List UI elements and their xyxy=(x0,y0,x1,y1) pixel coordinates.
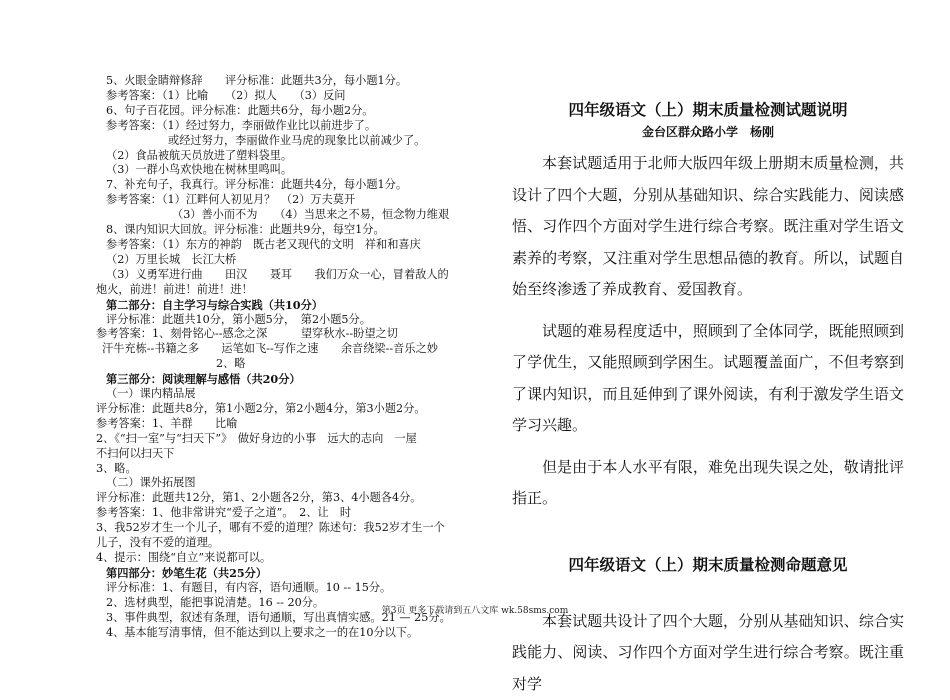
answer-line: 6、句子百花园。评分标准：此题共6分，每小题2分。 xyxy=(106,104,476,119)
answer-line: （3）一群小鸟欢快地在树林里鸣叫。 xyxy=(106,163,476,178)
answer-line: 或经过努力，李丽做作业马虎的现象比以前减少了。 xyxy=(106,134,476,149)
paragraph: 本套试题共设计了四个大题，分别从基础知识、综合实践能力、阅读、习作四个方面对学生进行综合考察。既注重对学 xyxy=(512,606,904,700)
author-line: 金台区群众路小学 杨刚 xyxy=(512,124,904,140)
section-heading: 第二部分：自主学习与综合实践（共10分） xyxy=(106,298,476,313)
answer-line: 4、基本能写清事情，但不能达到以上要求之一的在10分以下。 xyxy=(106,626,476,641)
section-heading: 第三部分：阅读理解与感悟（共20分） xyxy=(106,372,476,387)
answer-line: 炮火，前进！前进！前进！进！ xyxy=(96,283,476,298)
answer-line: 不扫何以扫天下 xyxy=(96,447,476,462)
page-footer: 第3页 更多下载请到五八文库 wk.58sms.com xyxy=(0,603,950,616)
proposition-paragraphs xyxy=(512,606,904,700)
answer-key-column xyxy=(106,74,476,640)
answer-line: （3）义勇军进行曲 田汉 聂耳 我们万众一心，冒着敌人的 xyxy=(106,268,476,283)
answer-line: （二）课外拓展图 xyxy=(106,476,476,491)
answer-line: 参考答案：1、刻骨铭心--感念之深 望穿秋水--盼望之切 xyxy=(96,327,476,342)
answer-line: 3、我52岁才生一个儿子，哪有不爱的道理？陈述句：我52岁才生一个 xyxy=(96,521,476,536)
answer-line: 参考答案：（1）江畔何人初见月？ （2）万夫莫开 xyxy=(106,193,476,208)
answer-line: 评分标准：此题共12分，第1、2小题各2分，第3、4小题各4分。 xyxy=(96,491,476,506)
answer-line: （2）食品被航天员放进了塑料袋里。 xyxy=(106,149,476,164)
answer-line: 5、火眼金睛辩修辞 评分标准：此题共3分，每小题1分。 xyxy=(106,74,476,89)
answer-line: 参考答案：（1）经过努力，李丽做作业比以前进步了。 xyxy=(106,119,476,134)
answer-line: 参考答案：（1）东方的神韵 既古老又现代的文明 祥和和喜庆 xyxy=(106,238,476,253)
answer-line: 儿子，没有不爱的道理。 xyxy=(96,536,476,551)
answer-line: 评分标准：此题共8分，第1小题2分，第2小题4分，第3小题2分。 xyxy=(96,402,476,417)
answer-line: 2、《“扫一室”与“扫天下”》 做好身边的小事 远大的志向 一屋 xyxy=(96,432,476,447)
description-title: 四年级语文（上）期末质量检测试题说明 xyxy=(512,100,904,120)
description-paragraphs xyxy=(512,148,904,515)
paragraph: 但是由于本人水平有限，难免出现失误之处，敬请批评指正。 xyxy=(512,452,904,515)
answer-line: 8、课内知识大回放。评分标准：此题共9分，每空1分。 xyxy=(106,223,476,238)
answer-line: 评分标准：1、有题目，有内容，语句通顺。10 -- 15分。 xyxy=(106,581,476,596)
answer-line: 参考答案：1、他非常讲究“爱子之道”。 2、让 时 xyxy=(96,506,476,521)
proposition-title: 四年级语文（上）期末质量检测命题意见 xyxy=(512,555,904,575)
answer-line: 2、选材典型，能把事说清楚。16 -- 20分。 xyxy=(106,596,476,611)
paragraph: 试题的难易程度适中，照顾到了全体同学，既能照顾到了学优生，又能照顾到学困生。试题覆盖面广，不但考察到了课内知识，而且延伸到了课外阅读，有利于激发学生语文学习兴趣。 xyxy=(512,316,904,442)
paragraph: 本套试题适用于北师大版四年级上册期末质量检测，共设计了四个大题，分别从基础知识、综合实践能力、阅读感悟、习作四个方面对学生进行综合考察。既注重对学生语文素养的考察，又注重对学生思想品德的教育。所以，试题自始至终渗透了养成教育、爱国教育。 xyxy=(512,148,904,306)
answer-line: （3）善小而不为 （4）当思来之不易，恒念物力维艰 xyxy=(106,208,476,223)
answer-line: 参考答案：（1）比喻 （2）拟人 （3）反问 xyxy=(106,89,476,104)
answer-line: 4、提示：围绕“自立”来说都可以。 xyxy=(96,551,476,566)
answer-line: 3、略。 xyxy=(96,462,476,477)
answer-line: 汗牛充栋--书籍之多 运笔如飞--写作之速 余音绕梁--音乐之妙 xyxy=(102,342,476,357)
section-heading: 第四部分：妙笔生花（共25分） xyxy=(106,566,476,581)
answer-line: （2）万里长城 长江大桥 xyxy=(106,253,476,268)
answer-line: 评分标准：此题共10分，第小题5分， 第2小题5分。 xyxy=(106,313,476,328)
answer-line: 参考答案：1、羊群 比喻 xyxy=(96,417,476,432)
answer-line: 2、略 xyxy=(106,357,476,372)
answer-line: 3、事件典型，叙述有条理，语句通顺，写出真情实感。21 — 25分。 xyxy=(106,611,476,626)
answer-line: 7、补充句子，我真行。评分标准：此题共4分，每小题1分。 xyxy=(106,178,476,193)
answer-line: （一）课内精品展 xyxy=(106,387,476,402)
